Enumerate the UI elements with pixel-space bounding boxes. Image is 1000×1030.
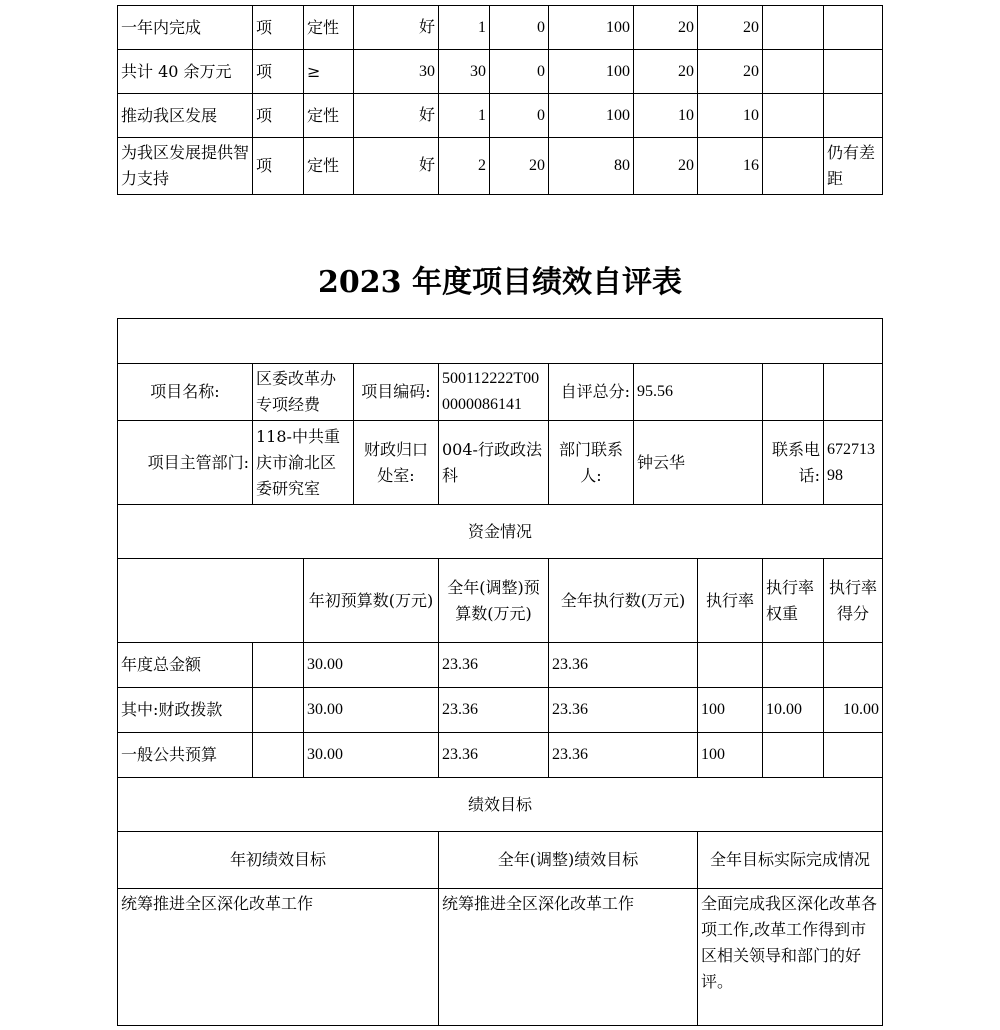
exec-weight-header: 执行率权重 xyxy=(763,559,824,643)
indicator-weight-cell: 20 xyxy=(634,50,698,94)
indicator-score-cell: 20 xyxy=(698,50,763,94)
adjusted-target-text: 统筹推进全区深化改革工作 xyxy=(439,889,698,1026)
actual-completion-text: 全面完成我区深化改革各项工作,改革工作得到市区相关领导和部门的好评。 xyxy=(698,889,883,1026)
indicator-unit-cell: 项 xyxy=(253,94,304,138)
exec-score-header: 执行率得分 xyxy=(824,559,883,643)
executed-value: 23.36 xyxy=(549,688,698,733)
indicator-rate-cell: 80 xyxy=(549,138,634,195)
indicator-row xyxy=(118,6,883,50)
indicator-rate-cell: 100 xyxy=(549,6,634,50)
adjusted-target-header: 全年(调整)绩效目标 xyxy=(439,832,698,889)
funds-row-total xyxy=(118,643,883,688)
indicator-row xyxy=(118,94,883,138)
indicator-a-cell: 1 xyxy=(439,94,490,138)
indicator-type-cell: ≥ xyxy=(304,50,354,94)
indicator-weight-cell: 10 xyxy=(634,94,698,138)
indicator-name-cell: 为我区发展提供智力支持 xyxy=(118,138,253,195)
score-value xyxy=(824,733,883,778)
indicator-type-cell: 定性 xyxy=(304,6,354,50)
indicator-unit-cell: 项 xyxy=(253,138,304,195)
funds-row-label: 年度总金额 xyxy=(118,643,253,688)
page-title: 2023 年度项目绩效自评表 xyxy=(318,265,682,300)
indicator-target-cell: 好 xyxy=(354,6,439,50)
project-name-label: 项目名称: xyxy=(118,364,253,421)
department-row xyxy=(118,421,883,505)
indicator-name-cell: 共计 40 余万元 xyxy=(118,50,253,94)
executed-value: 23.36 xyxy=(549,733,698,778)
initial-budget-header: 年初预算数(万元) xyxy=(304,559,439,643)
funds-section-row xyxy=(118,505,883,559)
performance-section-title: 绩效目标 xyxy=(118,778,883,832)
indicator-weight-cell: 20 xyxy=(634,6,698,50)
blank-cell xyxy=(118,319,883,364)
indicator-score-cell: 16 xyxy=(698,138,763,195)
contact-label: 部门联系人: xyxy=(549,421,634,505)
indicator-type-cell: 定性 xyxy=(304,138,354,195)
indicator-target-cell: 30 xyxy=(354,50,439,94)
adjusted-value: 23.36 xyxy=(439,733,549,778)
indicator-row xyxy=(118,50,883,94)
funds-header-row xyxy=(118,559,883,643)
indicator-a-cell: 2 xyxy=(439,138,490,195)
initial-value: 30.00 xyxy=(304,733,439,778)
indicator-a-cell: 1 xyxy=(439,6,490,50)
project-code-value: 500112222T000000086141 xyxy=(439,364,549,421)
indicator-name-cell: 推动我区发展 xyxy=(118,94,253,138)
indicator-b-cell: 20 xyxy=(490,138,549,195)
weight-value: 10.00 xyxy=(763,688,824,733)
phone-value: 67271398 xyxy=(824,421,883,505)
finance-label: 财政归口处室: xyxy=(354,421,439,505)
dept-label: 项目主管部门: xyxy=(118,421,253,505)
indicator-target-cell: 好 xyxy=(354,138,439,195)
empty-cell xyxy=(253,733,304,778)
indicator-score-cell: 20 xyxy=(698,6,763,50)
rate-value xyxy=(698,643,763,688)
indicator-b-cell: 0 xyxy=(490,94,549,138)
self-evaluation-table xyxy=(117,318,883,1026)
adjusted-budget-header: 全年(调整)预算数(万元) xyxy=(439,559,549,643)
indicator-score-cell: 10 xyxy=(698,94,763,138)
blank-header-row xyxy=(118,319,883,364)
actual-completion-header: 全年目标实际完成情况 xyxy=(698,832,883,889)
indicator-note1-cell xyxy=(763,94,824,138)
indicator-note2-cell xyxy=(824,94,883,138)
funds-section-title: 资金情况 xyxy=(118,505,883,559)
initial-target-text: 统筹推进全区深化改革工作 xyxy=(118,889,439,1026)
indicator-note2-cell: 仍有差距 xyxy=(824,138,883,195)
indicator-b-cell: 0 xyxy=(490,50,549,94)
phone-label: 联系电话: xyxy=(763,421,824,505)
indicator-note1-cell xyxy=(763,50,824,94)
project-name-value: 区委改革办专项经费 xyxy=(253,364,354,421)
funds-row-label: 其中:财政拨款 xyxy=(118,688,253,733)
self-score-value: 95.56 xyxy=(634,364,763,421)
indicator-rate-cell: 100 xyxy=(549,50,634,94)
rate-value: 100 xyxy=(698,688,763,733)
empty-cell xyxy=(253,643,304,688)
empty-cell xyxy=(253,688,304,733)
project-code-label: 项目编码: xyxy=(354,364,439,421)
exec-rate-header: 执行率 xyxy=(698,559,763,643)
indicator-a-cell: 30 xyxy=(439,50,490,94)
funds-row-label: 一般公共预算 xyxy=(118,733,253,778)
indicator-note2-cell xyxy=(824,6,883,50)
funds-row-general xyxy=(118,733,883,778)
score-value: 10.00 xyxy=(824,688,883,733)
weight-value xyxy=(763,733,824,778)
indicator-note1-cell xyxy=(763,6,824,50)
dept-value: 118-中共重庆市渝北区委研究室 xyxy=(253,421,354,505)
indicator-unit-cell: 项 xyxy=(253,50,304,94)
indicator-target-cell: 好 xyxy=(354,94,439,138)
indicator-name-cell: 一年内完成 xyxy=(118,6,253,50)
indicator-rate-cell: 100 xyxy=(549,94,634,138)
executed-value: 23.36 xyxy=(549,643,698,688)
performance-section-row xyxy=(118,778,883,832)
initial-value: 30.00 xyxy=(304,643,439,688)
project-info-row xyxy=(118,364,883,421)
empty-cell xyxy=(118,559,304,643)
indicator-note2-cell xyxy=(824,50,883,94)
initial-value: 30.00 xyxy=(304,688,439,733)
initial-target-header: 年初绩效目标 xyxy=(118,832,439,889)
rate-value: 100 xyxy=(698,733,763,778)
indicator-type-cell: 定性 xyxy=(304,94,354,138)
indicator-unit-cell: 项 xyxy=(253,6,304,50)
adjusted-value: 23.36 xyxy=(439,643,549,688)
indicator-note1-cell xyxy=(763,138,824,195)
indicator-weight-cell: 20 xyxy=(634,138,698,195)
self-score-label: 自评总分: xyxy=(549,364,634,421)
indicator-row xyxy=(118,138,883,195)
weight-value xyxy=(763,643,824,688)
performance-header-row xyxy=(118,832,883,889)
finance-value: 004-行政政法科 xyxy=(439,421,549,505)
empty-cell xyxy=(763,364,824,421)
funds-row-fiscal xyxy=(118,688,883,733)
score-value xyxy=(824,643,883,688)
indicator-table-continued xyxy=(117,5,883,195)
indicator-b-cell: 0 xyxy=(490,6,549,50)
executed-header: 全年执行数(万元) xyxy=(549,559,698,643)
empty-cell xyxy=(824,364,883,421)
contact-value: 钟云华 xyxy=(634,421,763,505)
performance-content-row xyxy=(118,889,883,1026)
adjusted-value: 23.36 xyxy=(439,688,549,733)
